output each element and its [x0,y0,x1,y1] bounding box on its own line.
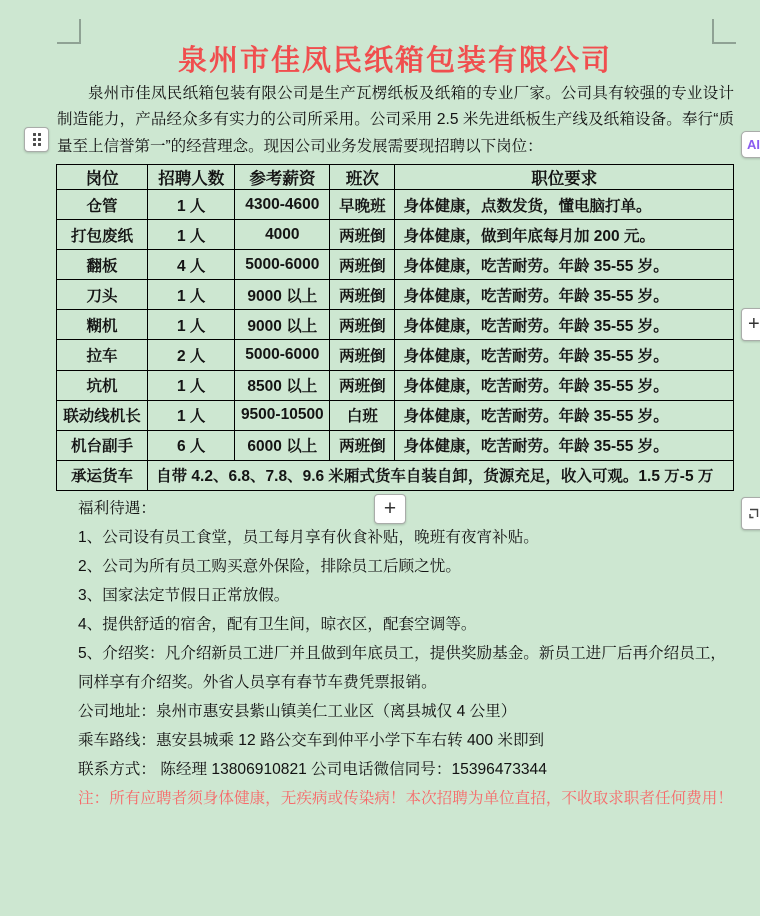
table-cell: 打包废纸 [57,220,148,250]
insert-row-button[interactable] [741,308,760,341]
table-cell: 8500 以上 [235,370,330,400]
recruitment-note: 注：所有应聘者须身体健康，无疾病或传染病！本次招聘为单位直招，不收取求职者任何费用！ [78,790,733,807]
table-row-merged [57,460,734,490]
table-cell: 1 人 [148,280,235,310]
table-cell: 刀头 [57,280,148,310]
table-header-row [57,165,734,190]
table-cell: 9000 以上 [235,280,330,310]
table-cell: 6 人 [148,430,235,460]
column-header: 职位要求 [395,165,734,190]
table-cell: 5000-6000 [235,340,330,370]
table-cell: 糊机 [57,310,148,340]
table-cell: 1 人 [148,400,235,430]
welfare-item: 3、国家法定节假日正常放假。 [78,587,290,604]
table-cell: 1 人 [148,310,235,340]
table-cell: 两班倒 [330,310,395,340]
table-cell: 联动线机长 [57,400,148,430]
table-row [57,250,734,280]
table-row [57,220,734,250]
table-cell: 自带 4.2、6.8、7.8、9.6 米厢式货车自装自卸，货源充足，收入可观。1.5 万-5 万 [148,460,734,490]
welfare-item: 2、公司为所有员工购买意外保险，排除员工后顾之忧。 [78,558,461,575]
table-cell: 身体健康，吃苦耐劳。年龄 35-55 岁。 [395,280,734,310]
table-row [57,400,734,430]
table-cell: 承运货车 [57,460,148,490]
table-cell: 翻板 [57,250,148,280]
column-header: 招聘人数 [148,165,235,190]
welfare-list [57,523,736,697]
table-row [57,340,734,370]
column-header: 班次 [330,165,395,190]
table-cell: 身体健康，吃苦耐劳。年龄 35-55 岁。 [395,310,734,340]
table-cell: 身体健康，吃苦耐劳。年龄 35-55 岁。 [395,430,734,460]
table-cell: 2 人 [148,340,235,370]
company-address: 公司地址：泉州市惠安县紫山镇美仁工业区（离县城仅 4 公里） [78,703,517,720]
table-cell: 身体健康，做到年底每月加 200 元。 [395,220,734,250]
table-cell: 5000-6000 [235,250,330,280]
table-cell: 早晚班 [330,190,395,220]
bus-route: 乘车路线：惠安县城乘 12 路公交车到仲平小学下车右转 400 米即到 [78,732,545,749]
drag-handle-icon [33,133,41,146]
table-cell: 4000 [235,220,330,250]
welfare-item: 5、介绍奖：凡介绍新员工进厂并且做到年底员工，提供奖励基金。新员工进厂后再介绍员工，同样享有介绍奖。外省人员享有春节车费凭票报销。 [78,645,727,691]
table-cell: 4 人 [148,250,235,280]
table-cell: 身体健康，点数发货，懂电脑打单。 [395,190,734,220]
table-resize-button[interactable] [741,497,760,530]
welfare-item: 4、提供舒适的宿舍，配有卫生间，晾衣区，配套空调等。 [78,616,477,633]
column-header: 岗位 [57,165,148,190]
table-cell: 1 人 [148,190,235,220]
table-cell: 4300-4600 [235,190,330,220]
jobs-table [56,164,734,491]
table-cell: 两班倒 [330,340,395,370]
table-cell: 仓管 [57,190,148,220]
table-cell: 身体健康，吃苦耐劳。年龄 35-55 岁。 [395,400,734,430]
drag-handle-button[interactable] [24,127,49,152]
welfare-item: 1、公司设有员工食堂，员工每月享有伙食补贴，晚班有夜宵补贴。 [78,529,539,546]
footer-section [57,494,736,813]
table-cell: 1 人 [148,370,235,400]
plus-icon: + [383,497,397,520]
table-cell: 两班倒 [330,370,395,400]
table-resize-icon [747,507,760,520]
table-cell: 拉车 [57,340,148,370]
table-cell: 白班 [330,400,395,430]
company-title: 泉州市佳凤民纸箱包装有限公司 [177,45,612,77]
table-cell: 6000 以上 [235,430,330,460]
table-cell: 两班倒 [330,250,395,280]
table-row [57,190,734,220]
ai-assistant-button[interactable] [741,131,760,158]
table-cell: 身体健康，吃苦耐劳。年龄 35-55 岁。 [395,370,734,400]
table-cell: 两班倒 [330,280,395,310]
plus-icon: + [748,313,760,335]
table-cell: 身体健康，吃苦耐劳。年龄 35-55 岁。 [395,340,734,370]
table-cell: 1 人 [148,220,235,250]
table-cell: 机台副手 [57,430,148,460]
jobs-table-container [56,164,734,491]
ai-badge-label: AI [747,137,760,152]
welfare-heading: 福利待遇： [78,500,156,517]
company-intro-paragraph: 泉州市佳凤民纸箱包装有限公司是生产瓦楞纸板及纸箱的专业厂家。公司具有较强的专业设计制造能力，产品经众多有实力的公司所采用。公司采用 2.5 米先进纸板生产线及纸箱设备。奉行“质量至上信誉第一”的经营理念。现因公司业务发展需要现招聘以下岗位： [57,85,734,155]
table-row [57,280,734,310]
table-row [57,370,734,400]
table-cell: 坑机 [57,370,148,400]
table-cell: 9000 以上 [235,310,330,340]
table-row [57,310,734,340]
table-row [57,430,734,460]
table-cell: 9500-10500 [235,400,330,430]
table-cell: 身体健康，吃苦耐劳。年龄 35-55 岁。 [395,250,734,280]
contact-info: 联系方式： 陈经理 13806910821 公司电话微信同号：15396473344 [78,761,547,778]
table-cell: 两班倒 [330,430,395,460]
table-cell: 两班倒 [330,220,395,250]
column-header: 参考薪资 [235,165,330,190]
